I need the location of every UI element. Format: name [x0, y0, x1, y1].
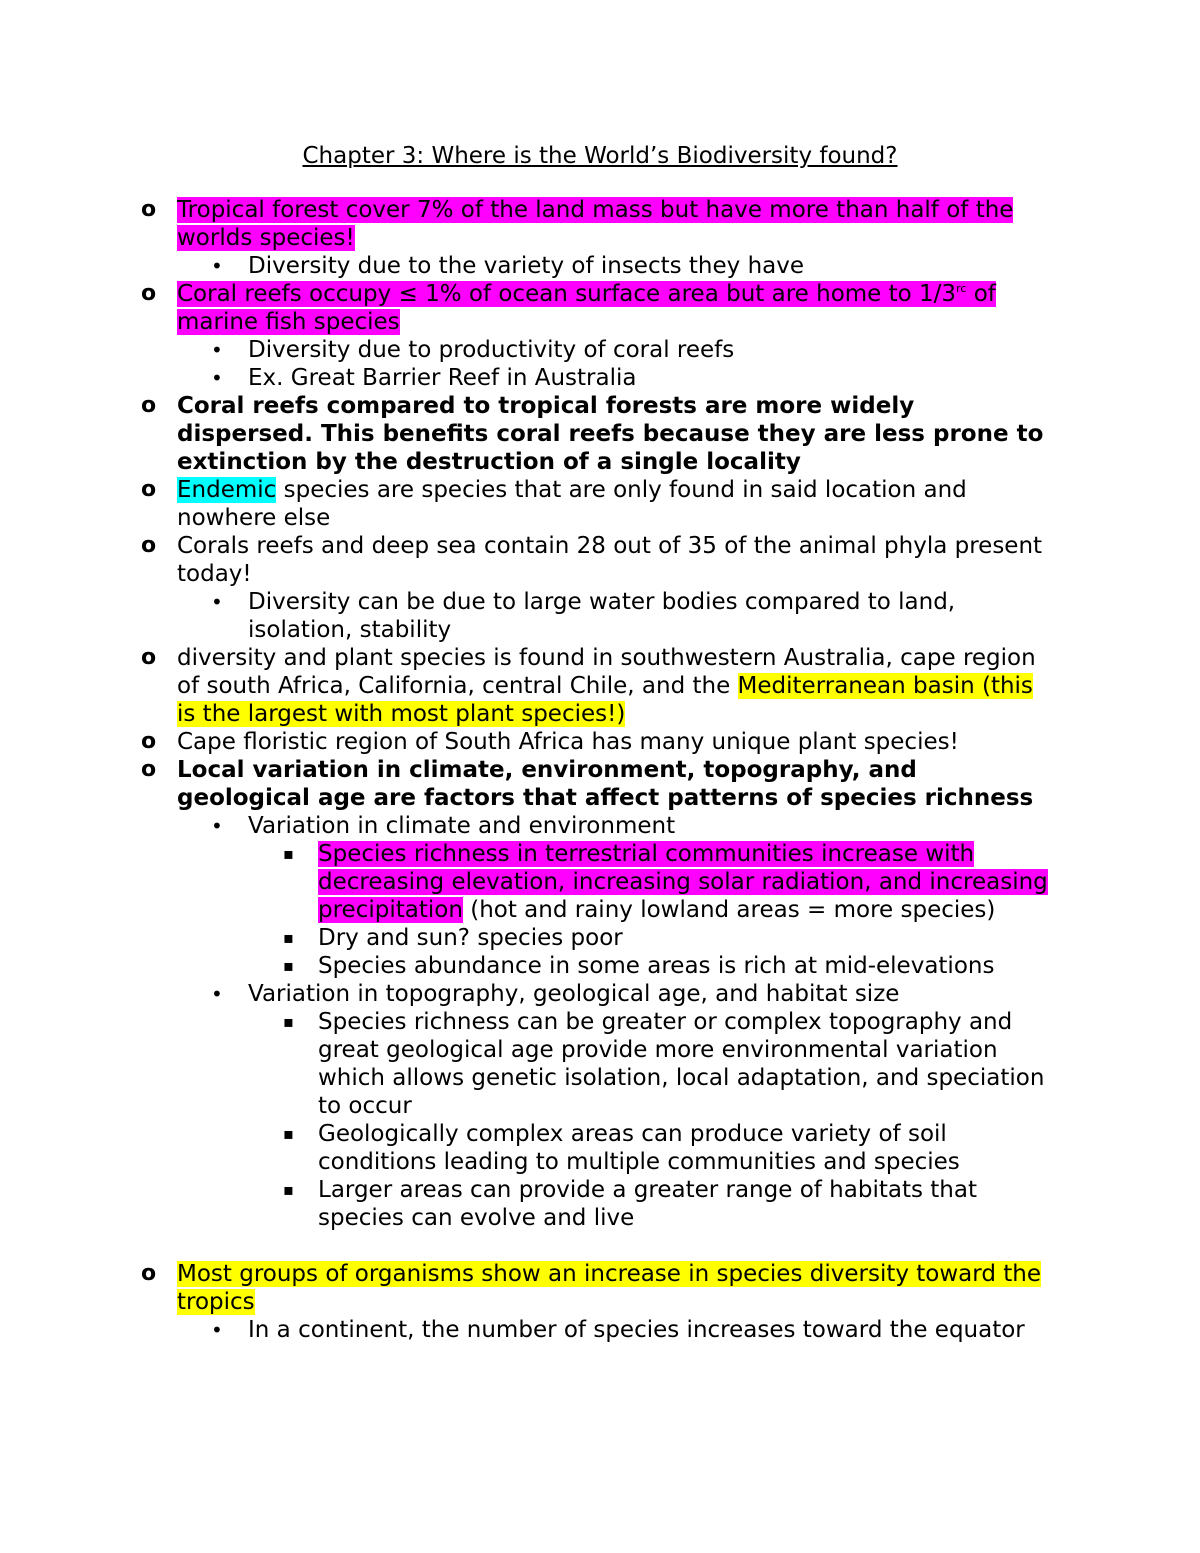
square-bullet-icon: ▪ — [283, 956, 294, 975]
list-item — [0, 812, 1058, 840]
list-item — [0, 392, 1057, 476]
list-item — [0, 532, 1057, 588]
square-bullet-icon: ▪ — [283, 1124, 294, 1143]
list-item — [0, 1176, 1058, 1232]
hollow-bullet-icon: o — [141, 729, 157, 754]
hollow-bullet-icon: o — [141, 757, 157, 782]
item-text: Variation in climate and environment — [248, 813, 676, 839]
hollow-bullet-icon: o — [141, 393, 157, 418]
square-bullet-icon: ▪ — [283, 1180, 294, 1199]
dot-bullet-icon: • — [211, 338, 223, 362]
hollow-bullet-icon: o — [141, 533, 157, 558]
list-item — [0, 1260, 1057, 1316]
list-item — [0, 952, 1058, 980]
bold-text: Coral reefs compared to tropical forests are more widely dispersed. This benefits coral reefs because they are less prone to extinction by the destruction of a single locality — [177, 393, 1044, 475]
hollow-bullet-icon: o — [141, 281, 157, 306]
item-text: species are species that are only found in said location and nowhere else — [177, 477, 967, 531]
highlighted-text: Mediterranean basin (this is the largest with most plant species!) — [177, 673, 1033, 727]
item-text: (hot and rainy lowland areas = more species) — [462, 897, 996, 923]
highlighted-text: Species richness in terrestrial communities increase with decreasing elevation, increasing solar radiation, and increasing precipitation — [318, 841, 1048, 923]
dot-bullet-icon: • — [211, 590, 223, 614]
paragraph-spacer — [0, 1232, 1200, 1260]
list-item — [0, 252, 1058, 280]
item-text: Ex. Great Barrier Reef in Australia — [248, 365, 637, 391]
notes-list — [0, 196, 1200, 1344]
dot-bullet-icon: • — [211, 1318, 223, 1342]
item-text: Dry and sun? species poor — [318, 925, 623, 951]
dot-bullet-icon: • — [211, 254, 223, 278]
highlighted-text — [177, 281, 996, 335]
item-text: Diversity can be due to large water bodies compared to land, isolation, stability — [248, 589, 956, 643]
list-item — [0, 476, 1057, 532]
list-item — [0, 1120, 1058, 1176]
highlighted-text: Tropical forest cover 7% of the land mass but have more than half of the worlds species! — [177, 197, 1014, 251]
hollow-bullet-icon: o — [141, 197, 157, 222]
hollow-bullet-icon: o — [141, 1261, 157, 1286]
list-item — [0, 840, 1058, 924]
page-title: Chapter 3: Where is the World’s Biodiversity found? — [302, 143, 898, 169]
list-item — [0, 1316, 1058, 1344]
item-text: Variation in topography, geological age, and habitat size — [248, 981, 900, 1007]
dot-bullet-icon: • — [211, 982, 223, 1006]
list-item — [0, 1008, 1058, 1120]
superscript-text: rc — [956, 282, 967, 295]
list-item — [0, 280, 1057, 336]
list-item — [0, 336, 1058, 364]
dot-bullet-icon: • — [211, 814, 223, 838]
highlighted-text: Most groups of organisms show an increase in species diversity toward the tropics — [177, 1261, 1041, 1315]
hollow-bullet-icon: o — [141, 477, 157, 502]
hollow-bullet-icon: o — [141, 645, 157, 670]
item-text: Diversity due to the variety of insects they have — [248, 253, 805, 279]
square-bullet-icon: ▪ — [283, 928, 294, 947]
list-item — [0, 980, 1058, 1008]
item-text: Coral reefs occupy ≤ 1% of ocean surface area but are home to 1/3 — [177, 281, 957, 307]
item-text: Larger areas can provide a greater range of habitats that species can evolve and live — [318, 1177, 977, 1231]
item-text: Corals reefs and deep sea contain 28 out of 35 of the animal phyla present today! — [177, 533, 1043, 587]
item-text: of marine fish species — [177, 281, 996, 335]
item-text: Diversity due to productivity of coral reefs — [248, 337, 735, 363]
bold-text: Local variation in climate, environment, topography, and geological age are factors that affect patterns of species richness — [177, 757, 1034, 811]
dot-bullet-icon: • — [211, 366, 223, 390]
item-text: Cape floristic region of South Africa has many unique plant species! — [177, 729, 959, 755]
square-bullet-icon: ▪ — [283, 1012, 294, 1031]
list-item — [0, 364, 1058, 392]
list-item — [0, 756, 1057, 812]
list-item — [0, 644, 1057, 728]
list-item — [0, 728, 1057, 756]
square-bullet-icon: ▪ — [283, 844, 294, 863]
item-text: Geologically complex areas can produce variety of soil conditions leading to multiple communities and species — [318, 1121, 960, 1175]
item-text: In a continent, the number of species increases toward the equator — [248, 1317, 1025, 1343]
item-text: Species richness can be greater or complex topography and great geological age provide more environmental variation which allows genetic isolation, local adaptation, and speciation to occur — [318, 1009, 1045, 1119]
highlighted-term: Endemic — [177, 477, 277, 503]
item-text: diversity and plant species is found in southwestern Australia, cape region of south Africa, California, central Chile, and the — [177, 645, 1036, 699]
item-text: Species abundance in some areas is rich at mid-elevations — [318, 953, 995, 979]
list-item — [0, 196, 1057, 252]
list-item — [0, 588, 1058, 644]
list-item — [0, 924, 1058, 952]
